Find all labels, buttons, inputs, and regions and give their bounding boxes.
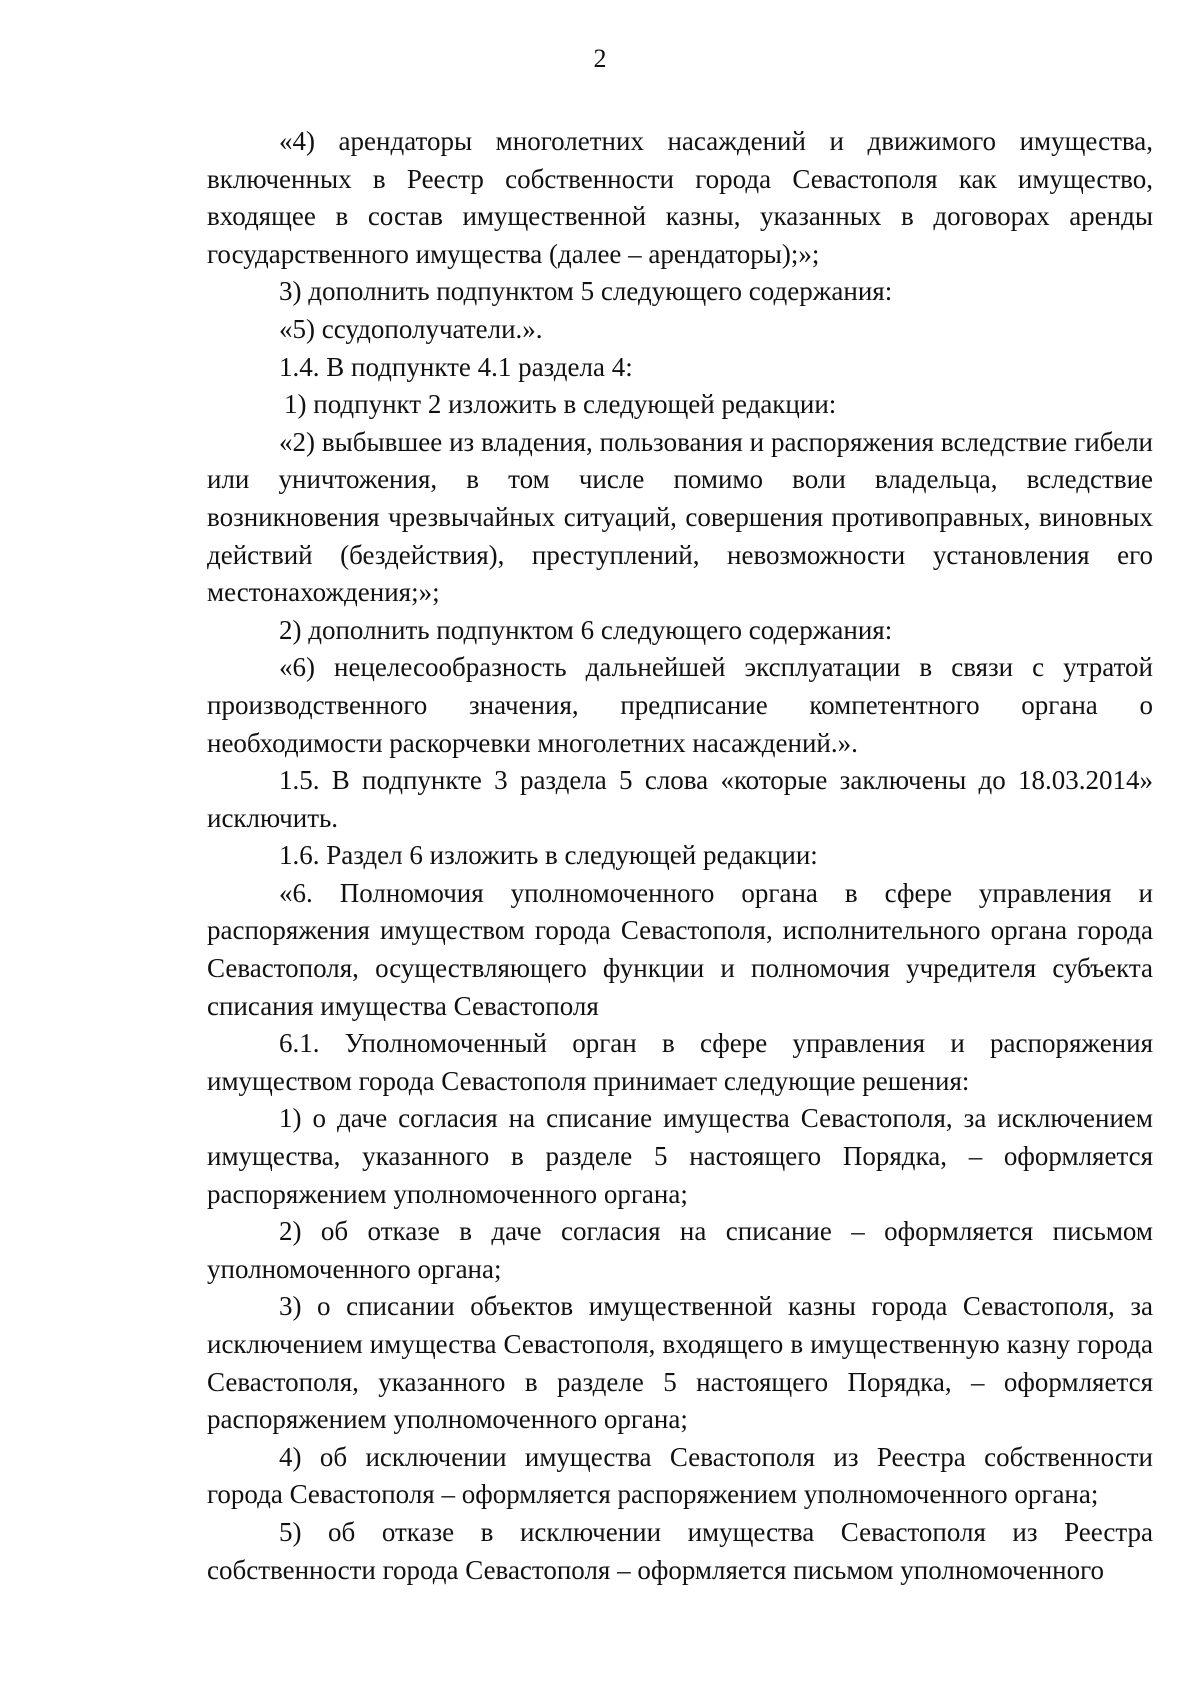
paragraph: 1.4. В подпункте 4.1 раздела 4: bbox=[279, 351, 633, 382]
paragraph: «4) арендаторы многолетних насаждений и движимого имущества, включенных в Реестр собственности города Севастополя как имущество, входящее в состав имущественной казны, указанных в договорах аренды государственного имущества (далее – арендаторы);»; bbox=[207, 126, 1153, 269]
page-number: 2 bbox=[593, 44, 607, 73]
paragraph: 1) подпункт 2 изложить в следующей редакции: bbox=[284, 389, 837, 420]
paragraph: «2) выбывшее из владения, пользования и распоряжения вследствие гибели или уничтожения, в том числе помимо воли владельца, вследствие возникновения чрезвычайных ситуаций, совершения противоправных, виновных действий (бездействия), преступлений, невозможности установления его местонахождения;»; bbox=[207, 426, 1153, 608]
document-body bbox=[207, 123, 1153, 1589]
paragraph: 1) о даче согласия на списание имущества Севастополя, за исключением имущества, указанного в разделе 5 настоящего Порядка, – оформляется распоряжением уполномоченного органа; bbox=[207, 1103, 1153, 1209]
paragraph: 4) об исключении имущества Севастополя из Реестра собственности города Севастополя – оформляется распоряжением уполномоченного органа; bbox=[207, 1441, 1153, 1510]
paragraph: «6) нецелесообразность дальнейшей эксплуатации в связи с утратой производственного значения, предписание компетентного органа о необходимости раскорчевки многолетних насаждений.». bbox=[207, 652, 1153, 758]
paragraph: «6. Полномочия уполномоченного органа в сфере управления и распоряжения имуществом города Севастополя, исполнительного органа города Севастополя, осуществляющего функции и полномочия учредителя субъекта списания имущества Севастополя bbox=[207, 877, 1153, 1021]
paragraph: 6.1. Уполномоченный орган в сфере управления и распоряжения имуществом города Севастополя принимает следующие решения: bbox=[207, 1028, 1153, 1096]
paragraph: «5) ссудополучатели.». bbox=[279, 313, 543, 344]
paragraph: 1.6. Раздел 6 изложить в следующей редакции: bbox=[279, 840, 818, 871]
paragraph: 3) дополнить подпунктом 5 следующего содержания: bbox=[279, 276, 893, 307]
paragraph: 2) об отказе в даче согласия на списание – оформляется письмом уполномоченного органа; bbox=[207, 1216, 1153, 1284]
paragraph: 3) о списании объектов имущественной казны города Севастополя, за исключением имущества Севастополя, входящего в имущественную казну города Севастополя, указанного в разделе 5 настоящего Порядка, – оформляется распоряжением уполномоченного органа; bbox=[207, 1291, 1153, 1435]
paragraph: 2) дополнить подпунктом 6 следующего содержания: bbox=[279, 614, 893, 645]
paragraph: 1.5. В подпункте 3 раздела 5 слова «которые заключены до 18.03.2014» исключить. bbox=[207, 765, 1153, 833]
paragraph: 5) об отказе в исключении имущества Севастополя из Реестра собственности города Севастополя – оформляется письмом уполномоченного bbox=[207, 1516, 1153, 1585]
